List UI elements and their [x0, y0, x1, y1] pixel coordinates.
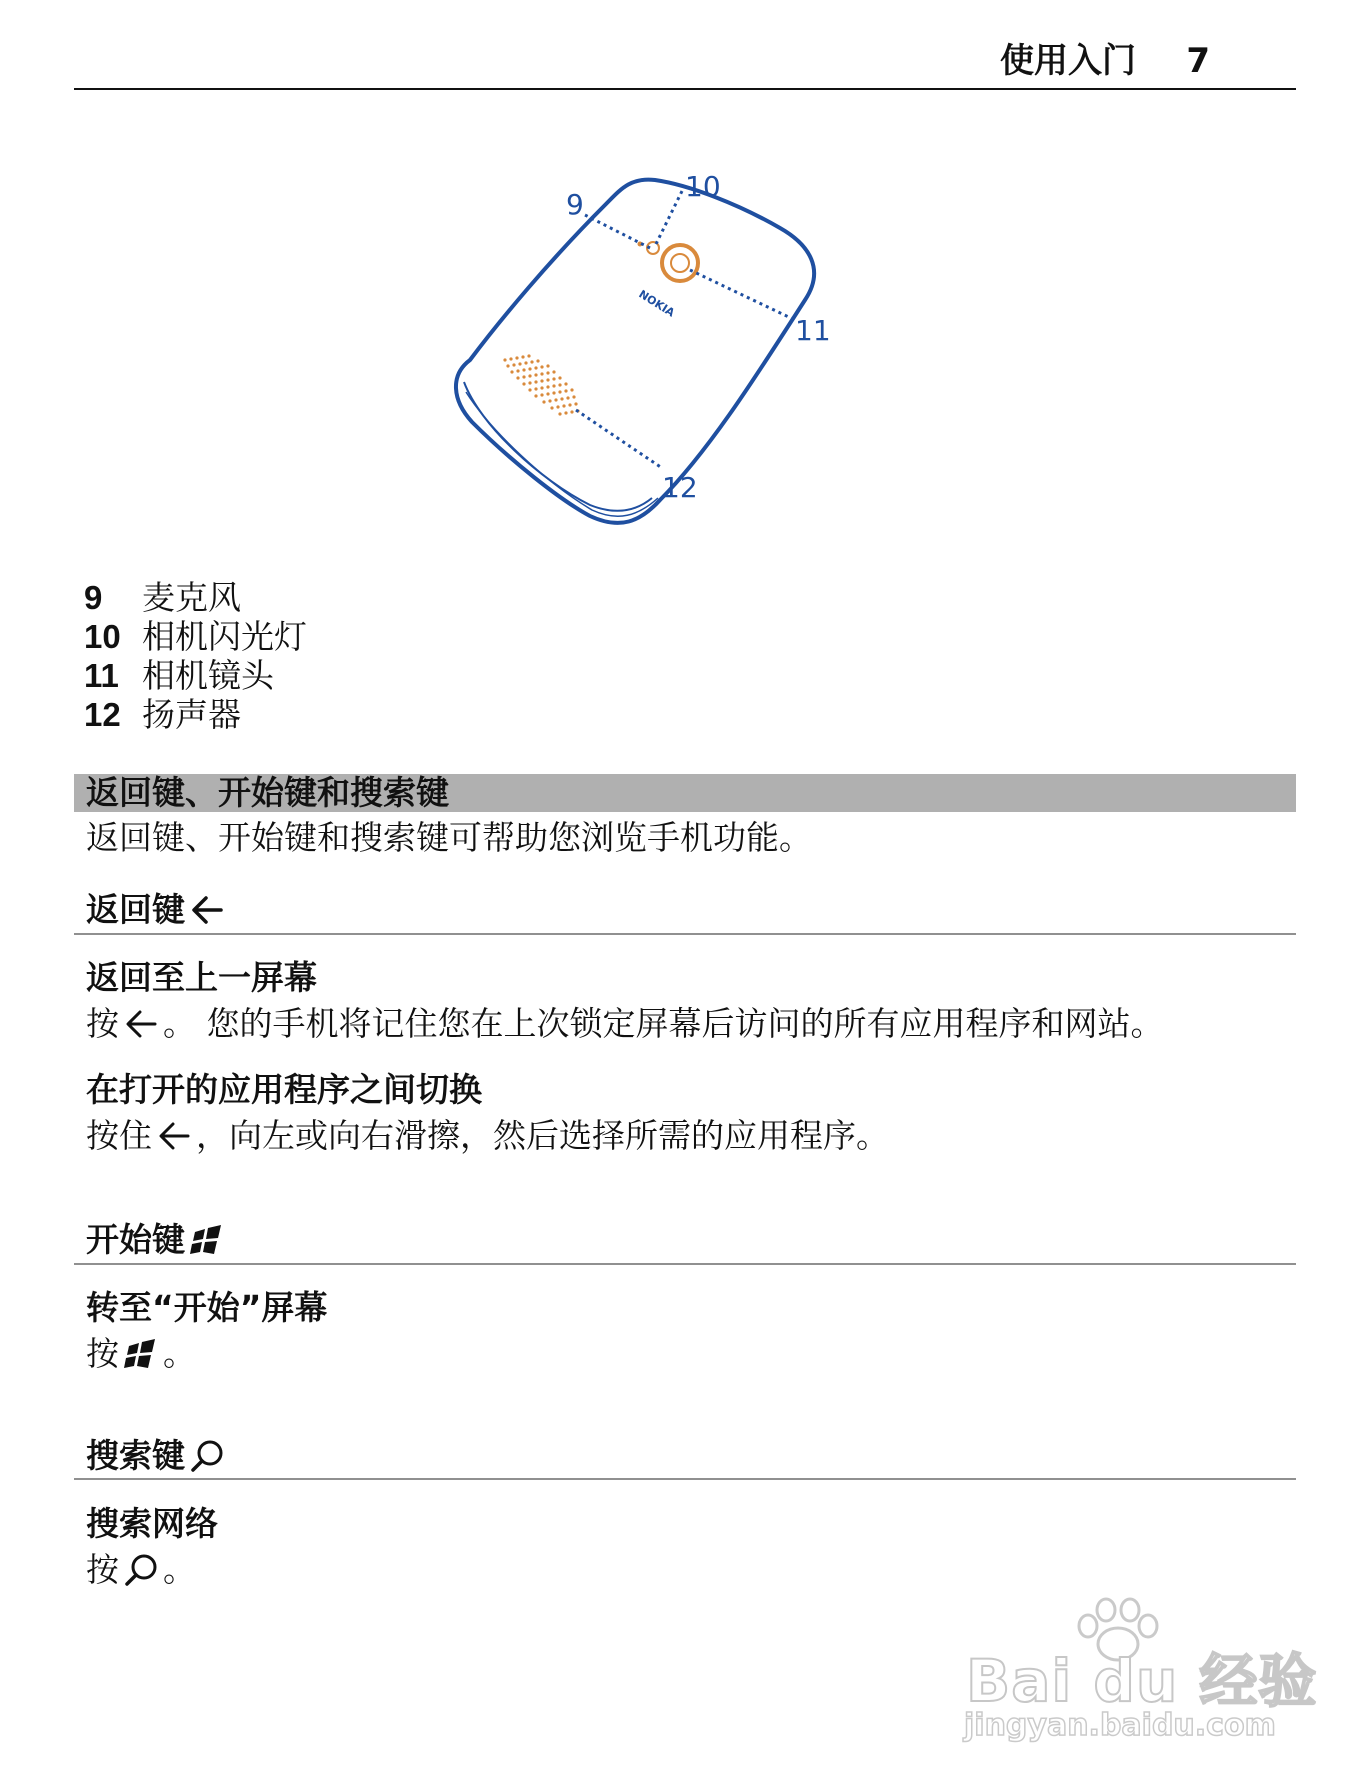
speaker-grill	[503, 354, 579, 415]
back-topic1-body	[86, 1006, 1164, 1042]
legend-item	[84, 617, 307, 656]
back-topic1-suffix: 。 您的手机将记住您在上次锁定屏幕后访问的所有应用程序和网站。	[163, 1004, 1164, 1043]
search-key-divider	[74, 1478, 1296, 1480]
back-arrow-icon	[189, 893, 225, 927]
back-key-heading-label: 返回键	[86, 890, 185, 929]
page-number: 7	[1186, 41, 1210, 81]
windows-logo-icon	[123, 1337, 159, 1371]
back-topic2-title: 在打开的应用程序之间切换	[86, 1070, 482, 1109]
search-topic-title: 搜索网络	[86, 1504, 218, 1543]
search-icon	[123, 1553, 159, 1587]
callout-leader-11	[690, 270, 795, 320]
search-icon	[189, 1439, 225, 1473]
phone-brand-label: NOKIA	[636, 287, 677, 320]
legend-label: 麦克风	[142, 578, 241, 617]
header-divider	[74, 88, 1296, 90]
start-key-divider	[74, 1263, 1296, 1265]
back-key-heading	[86, 892, 229, 928]
camera-lens-ring	[662, 245, 698, 281]
baidu-watermark	[940, 1596, 1318, 1756]
component-legend	[84, 578, 307, 734]
legend-number: 10	[84, 618, 121, 655]
start-topic-prefix: 按	[86, 1334, 119, 1373]
phone-edge	[464, 382, 652, 511]
legend-label: 相机闪光灯	[142, 617, 307, 656]
callout-leader-12	[576, 410, 662, 468]
start-topic-title: 转至“开始”屏幕	[86, 1288, 328, 1327]
phone-illustration	[440, 160, 940, 560]
back-topic1-title: 返回至上一屏幕	[86, 958, 317, 997]
phone-outline	[456, 180, 814, 523]
callout-9: 9	[566, 188, 584, 221]
search-topic-suffix: 。	[163, 1550, 196, 1589]
windows-logo-icon	[189, 1223, 225, 1257]
start-key-heading	[86, 1222, 229, 1258]
start-topic-suffix: 。	[163, 1334, 196, 1373]
search-key-heading	[86, 1438, 229, 1474]
section-intro: 返回键、开始键和搜索键可帮助您浏览手机功能。	[86, 818, 812, 857]
back-topic2-prefix: 按住	[86, 1116, 152, 1155]
legend-number: 12	[84, 696, 121, 733]
phone-back-diagram	[440, 160, 940, 560]
callout-12: 12	[662, 471, 698, 504]
back-topic2-body	[86, 1118, 889, 1154]
legend-item	[84, 656, 307, 695]
section-heading-bar	[74, 774, 1296, 812]
legend-number: 11	[84, 657, 119, 694]
back-arrow-icon	[123, 1007, 159, 1041]
legend-number: 9	[84, 579, 103, 616]
legend-label: 相机镜头	[142, 656, 274, 695]
legend-item	[84, 578, 307, 617]
back-topic1-prefix: 按	[86, 1004, 119, 1043]
watermark-url: jingyan.baidu.com	[964, 1708, 1276, 1743]
legend-item	[84, 695, 307, 734]
section-title: 返回键、开始键和搜索键	[86, 773, 449, 812]
page-header-title: 使用入门	[1000, 41, 1136, 81]
callout-10: 10	[685, 170, 721, 203]
back-arrow-icon	[156, 1119, 192, 1153]
back-topic2-suffix: ，向左或向右滑擦，然后选择所需的应用程序。	[196, 1116, 889, 1155]
search-key-heading-label: 搜索键	[86, 1436, 185, 1475]
start-key-heading-label: 开始键	[86, 1220, 185, 1259]
start-topic-body	[86, 1336, 196, 1372]
callout-11: 11	[795, 314, 831, 347]
watermark-brand: Bai du 经验	[966, 1647, 1318, 1715]
search-topic-prefix: 按	[86, 1550, 119, 1589]
camera-lens	[671, 254, 689, 272]
search-topic-body	[86, 1552, 196, 1588]
callout-leader-10	[656, 185, 685, 244]
legend-label: 扬声器	[142, 695, 241, 734]
back-key-divider	[74, 933, 1296, 935]
